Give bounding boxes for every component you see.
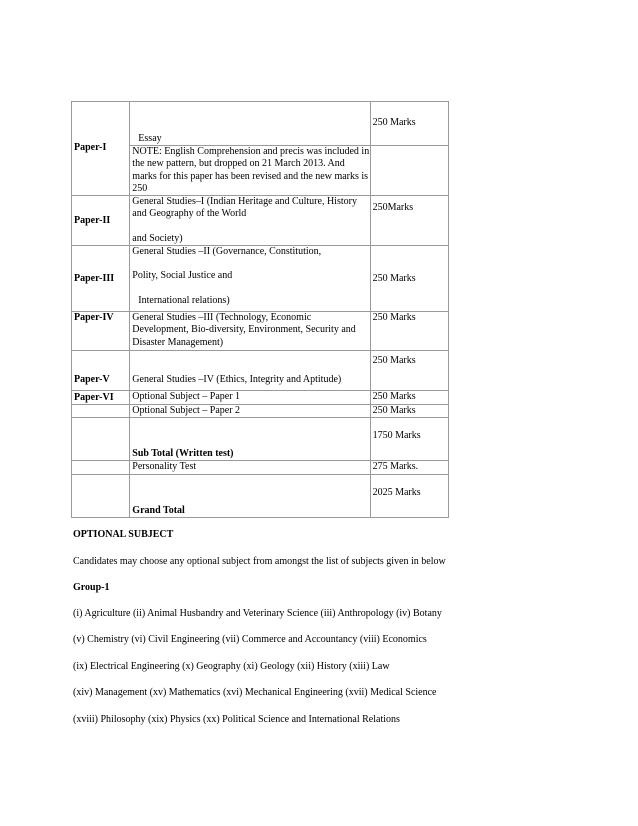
table-row [72,391,449,405]
paper-topic [130,246,370,312]
paper-topic: Optional Subject – Paper 2 [130,405,370,418]
paper-marks [370,418,448,461]
paper-marks-empty [370,146,448,196]
paper-marks: 250 Marks [370,391,448,405]
table-row [72,312,449,351]
table-row [72,102,449,146]
paper-label [72,418,130,461]
paper-topic [130,102,370,146]
paper-topic [130,196,370,246]
table-row [72,418,449,461]
paper-marks: 275 Marks. [370,461,448,475]
paper-label: Paper-IV [72,312,130,351]
subject-line: (xviii) Philosophy (xix) Physics (xx) Political Science and International Relations [73,714,400,725]
grand-total-label: Grand Total [130,475,370,518]
exam-schedule-table [71,101,449,518]
table-row [72,405,449,418]
topic-text: General Studies–I (Indian Heritage and Culture, History and Geography of the World [132,196,357,220]
table-row [72,461,449,475]
topic-text: Polity, Social Justice and [132,270,233,282]
paper-topic: General Studies –IV (Ethics, Integrity and Aptitude) [130,351,370,391]
paper-marks: 250 Marks [370,246,448,312]
group-heading: Group-1 [73,582,110,593]
table-row [72,475,449,518]
paper-label [72,405,130,418]
paper-topic: Personality Test [130,461,370,475]
paper-marks [370,102,448,146]
table-row [72,351,449,391]
paper-label: Paper-V [72,351,130,391]
marks-text: 2025 Marks [372,487,421,499]
paper-note: NOTE: English Comprehension and precis was included in the new pattern, but dropped on 21 March 2013. And marks for this paper has been revised and the new marks is 250 [130,146,370,196]
paper-marks [370,475,448,518]
marks-text: 1750 Marks [372,430,421,442]
paper-label [72,461,130,475]
paper-label: Paper-II [72,196,130,246]
subject-line: (v) Chemistry (vi) Civil Engineering (vii) Commerce and Accountancy (viii) Economics [73,634,427,645]
subject-line: (xiv) Management (xv) Mathematics (xvi) Mechanical Engineering (xvii) Medical Science [73,687,437,698]
paper-marks: 250 Marks [370,312,448,351]
topic-text: General Studies –II (Governance, Constitution, [132,246,322,258]
table-row [72,196,449,246]
topic-text: Essay [138,132,162,144]
subject-line: (ix) Electrical Engineering (x) Geography (xi) Geology (xii) History (xiii) Law [73,661,390,672]
paper-marks [370,351,448,391]
paper-marks [370,196,448,246]
subject-line: (i) Agriculture (ii) Animal Husbandry and Veterinary Science (iii) Anthropology (iv) Botany [73,608,442,619]
paper-label: Paper-VI [72,391,130,405]
paper-topic: General Studies –III (Technology, Economic Development, Bio-diversity, Environment, Security and Disaster Management) [130,312,370,351]
subtotal-label: Sub Total (Written test) [130,418,370,461]
intro-paragraph: Candidates may choose any optional subject from amongst the list of subjects given in below [73,556,446,567]
topic-text: International relations) [138,294,230,306]
paper-label [72,475,130,518]
paper-topic: Optional Subject – Paper 1 [130,391,370,405]
optional-subject-heading: OPTIONAL SUBJECT [73,529,174,540]
marks-text: 250 Marks [372,355,416,367]
topic-text: and Society) [132,232,183,244]
marks-text: 250 Marks [372,117,416,128]
paper-marks: 250 Marks [370,405,448,418]
paper-label: Paper-III [72,246,130,312]
table-row [72,246,449,312]
paper-label: Paper-I [72,102,130,196]
marks-text: 250Marks [372,202,414,214]
